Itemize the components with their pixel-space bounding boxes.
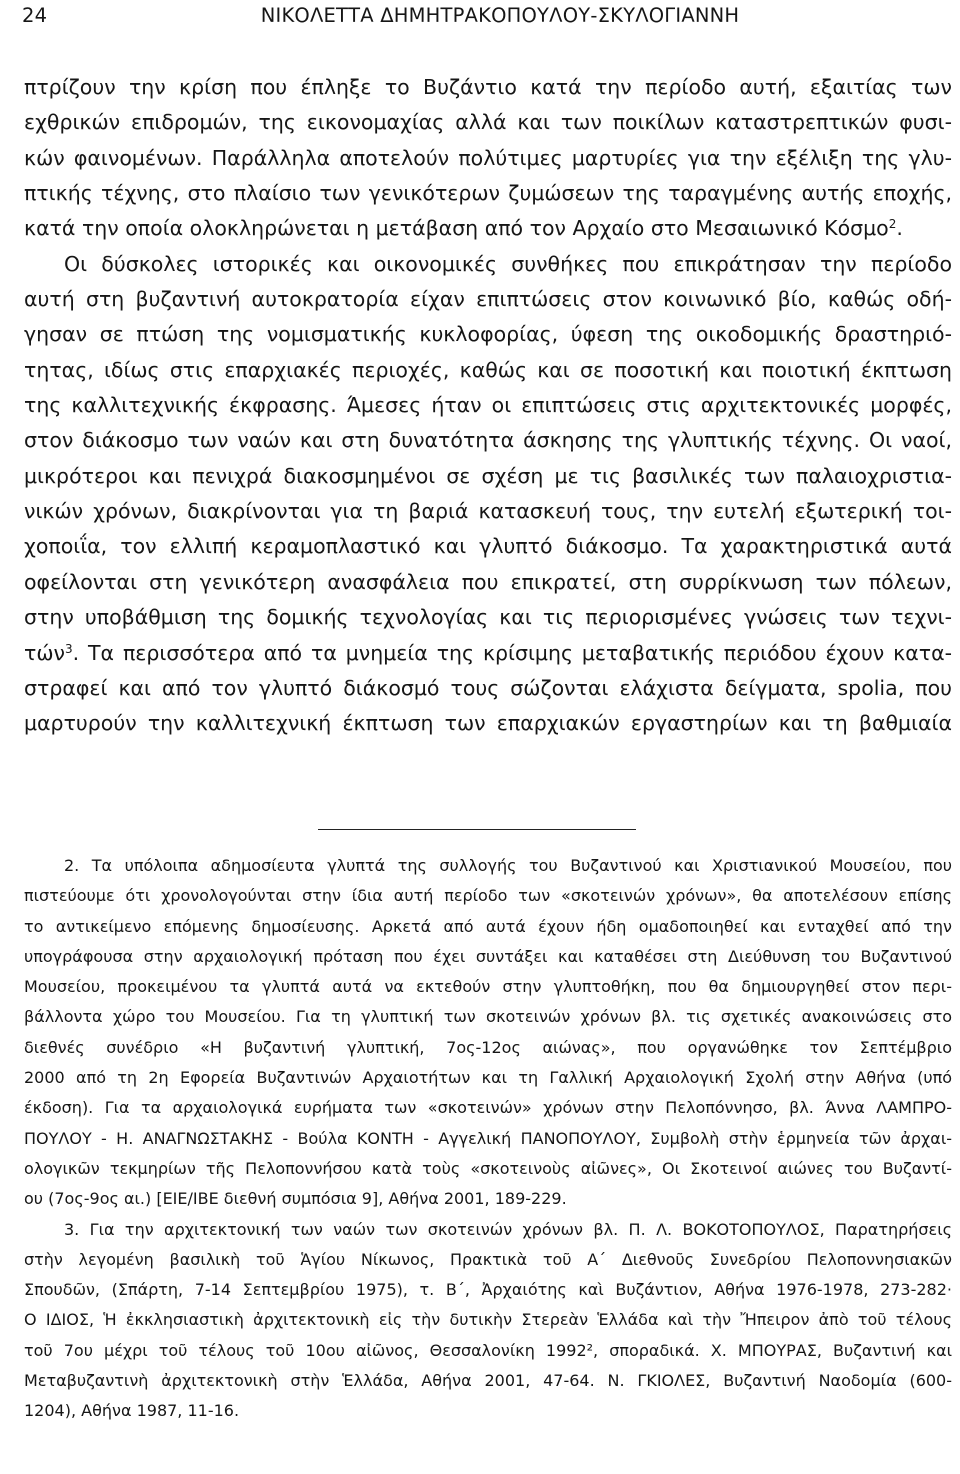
footnote-line: 2. Τα υπόλοιπα αδημοσίευτα γλυπτά της συλλογής του Βυζαντινού και Χριστιανικού Μουσείου, που <box>64 856 952 875</box>
text-line: οφείλονται στη γενικότερη ανασφάλεια που επικρατεί, στη συρρίκνωση των πόλεων, <box>24 569 952 594</box>
text-line: μικρότεροι και πενιχρά διακοσμημένοι σε σχέση με τις βασιλικές των παλαιοχριστια- <box>24 463 952 488</box>
footnote-line: 3. Για την αρχιτεκτονική των ναών των σκοτεινών χρόνων βλ. Π. Λ. ΒΟΚΟΤΟΠΟΥΛΟΣ, Παρατηρήσεις <box>64 1219 952 1239</box>
footnote-line: ΠΟΥΛΟΥ - Η. ΑΝΑΓΝΩΣΤΑΚΗΣ - Βούλα ΚΟΝΤΗ - Αγγελική ΠΑΝΟΠΟΥΛΟΥ, Συμβολὴ στὴν ἑρμηνεία τῶν ἀρχαι- <box>24 1128 952 1148</box>
footnote-line: έκδοση). Για τα αρχαιολογικά ευρήματα των «σκοτεινών» χρόνων στην Πελοπόννησο, βλ. Άννα ΛΑΜΠΡΟ- <box>24 1098 952 1118</box>
footnote-line: 2000 από τη 2η Εφορεία Βυζαντινών Αρχαιοτήτων και τη Γαλλική Αρχαιολογική Σχολή στην Αθήνα (υπό <box>24 1068 952 1088</box>
text-line: Οι δύσκολες ιστορικές και οικονομικές συνθήκες που επικράτησαν την περίοδο <box>64 251 952 276</box>
text-line: χοποιΐα, τον ελλιπή κεραμοπλαστικό και γλυπτό διάκοσμο. Τα χαρακτηριστικά αυτά <box>24 534 952 559</box>
text-line: πτικής τέχνης, στο πλαίσιο των γενικότερων ζυμώσεων της ταραγμένης αυτής εποχής, <box>24 181 952 206</box>
footnote-line: Ο ΙΔΙΟΣ, Ἡ ἐκκλησιαστικὴ ἀρχιτεκτονικὴ εἰς τὴν δυτικὴν Στερεὰν Ἑλλάδα καὶ τὴν Ἤπειρον ἀπὸ τοῦ τέλους <box>24 1310 952 1330</box>
footnote-line: Μεταβυζαντινὴ ἀρχιτεκτονικὴ στὴν Ἑλλάδα, Αθήνα 2001, 47-64. Ν. ΓΚΙΟΛΕΣ, Βυζαντινή Ναοδομία (600- <box>24 1371 952 1391</box>
footnote-ref-2: 2 <box>888 217 897 232</box>
footnote-line: Μουσείου, προκειμένου τα γλυπτά αυτά να εκτεθούν στην γλυπτοθήκη, που θα δημιουργηθεί στον περι- <box>24 977 952 997</box>
text-line: αυτή στη βυζαντινή αυτοκρατορία είχαν επιπτώσεις στον κοινωνικό βίο, καθώς οδή- <box>24 287 952 312</box>
page-header <box>22 4 938 38</box>
text-line: πτρίζουν την κρίση που έπληξε το Βυζάντιο κατά την περίοδο αυτή, εξαιτίας των <box>24 75 952 99</box>
main-text <box>24 70 952 742</box>
footnote-line: ου (7ος-9ος αι.) [ΕΙΕ/ΙΒΕ διεθνή συμπόσια 9], Αθήνα 2001, 189-229. <box>24 1189 567 1209</box>
footnote-line: 1204), Αθήνα 1987, 11-16. <box>24 1401 240 1421</box>
running-head: ΝΙΚΟΛΕΤΤΑ ΔΗΜΗΤΡΑΚΟΠΟΥΛΟΥ-ΣΚΥΛΟΓΙΑΝΝΗ <box>260 4 740 27</box>
text-line: νικών χρόνων, διακρίνονται για τη βαριά κατασκευή τους, την ευτελή εξωτερική τοι- <box>24 499 952 524</box>
text-segment: τών <box>24 640 65 665</box>
text-line <box>24 211 952 246</box>
text-segment: . <box>896 216 903 241</box>
text-segment: κατά την οποία ολοκληρώνεται η μετάβαση από τον Αρχαίο στο Μεσαιωνικό Κόσμο <box>24 216 889 241</box>
footnote-line: βάλλοντα χώρο του Μουσείου. Για τη γλυπτική των σκοτεινών χρόνων βλ. τις σχετικές ανακοινώσεις στο <box>24 1007 952 1027</box>
footnote-line: τοῦ 7ου μέχρι τοῦ τέλους τοῦ 10ου αἰῶνος, Θεσσαλονίκη 1992², σποραδικά. Χ. ΜΠΟΥΡΑΣ, Βυζαντινή και <box>24 1340 952 1360</box>
page-number: 24 <box>22 4 48 27</box>
footnote-line: το αντικείμενο επόμενης δημοσίευσης. Αρκετά από αυτά έχουν ήδη ομαδοποιηθεί και ενταχθεί από την <box>24 916 952 936</box>
text-line: στραφεί και από τον γλυπτό διάκοσμό τους σώζονται ελάχιστα δείγματα, spolia, που <box>24 675 952 700</box>
text-segment: . Τα περισσότερα από τα μνημεία της κρίσιμης μεταβατικής περιόδου έχουν κατα- <box>72 640 952 665</box>
footnote-line: πιστεύουμε ότι χρονολογούνται στην ίδια αυτή περίοδο των «σκοτεινών χρόνων», θα αποτελέσουν επίσης <box>24 886 952 906</box>
footnote-line: στὴν λεγομένη βασιλικὴ τοῦ Ἁγίου Νίκωνος, Πρακτικὰ τοῦ Α΄ Διεθνοῦς Συνεδρίου Πελοποννησιακῶν <box>24 1249 952 1269</box>
text-line: γησαν σε πτώση της νομισματικής κυκλοφορίας, ύφεση της οικοδομικής δραστηριό- <box>24 322 952 347</box>
footnote-line: ολογικῶν τεκμηρίων τῆς Πελοποννήσου κατὰ τοὺς «σκοτεινοὺς αἰῶνες», Οι Σκοτεινοί αιώνες του Βυζαντί- <box>24 1158 952 1178</box>
text-line <box>24 636 952 671</box>
footnote-line: υπογράφουσα στην αρχαιολογική πρόταση που έχει συντάξει και καταθέσει στη Διεύθυνση του Βυζαντινού <box>24 946 952 966</box>
text-line: εχθρικών επιδρομών, της εικονομαχίας αλλά και των ποικίλων καταστρεπτικών φυσι- <box>24 110 952 135</box>
footnote-line: διεθνές συνέδριο «Η βυζαντινή γλυπτική, 7ος-12ος αιώνας», που οργανώθηκε τον Σεπτέμβριο <box>24 1037 952 1057</box>
text-line: στον διάκοσμο των ναών και στη δυνατότητα άσκησης της γλυπτικής τέχνης. Οι ναοί, <box>24 428 952 453</box>
footnote-line: Σπουδῶν, (Σπάρτη, 7-14 Σεπτεμβρίου 1975), τ. Β΄, Ἀρχαιότης καὶ Βυζάντιον, Αθήνα 1976-1978, 273-282· <box>24 1280 952 1300</box>
text-line: κών φαινομένων. Παράλληλα αποτελούν πολύτιμες μαρτυρίες για την εξέλιξη της γλυ- <box>24 145 952 170</box>
footnote-divider <box>318 829 636 830</box>
text-line: στην υποβάθμιση της δομικής τεχνολογίας και τις περιορισμένες γνώσεις των τεχνι- <box>24 605 952 630</box>
text-line: μαρτυρούν την καλλιτεχνική έκπτωση των επαρχιακών εργαστηρίων και τη βαθμιαία <box>24 711 952 736</box>
text-line: της καλλιτεχνικής έκφρασης. Άμεσες ήταν οι επιπτώσεις στις αρχιτεκτονικές μορφές, <box>24 393 952 418</box>
text-line: τητας, ιδίως στις επαρχιακές περιοχές, καθώς και σε ποσοτική και ποιοτική έκπτωση <box>24 357 952 382</box>
footnotes <box>24 851 952 1427</box>
footnote-ref-3: 3 <box>64 641 73 656</box>
